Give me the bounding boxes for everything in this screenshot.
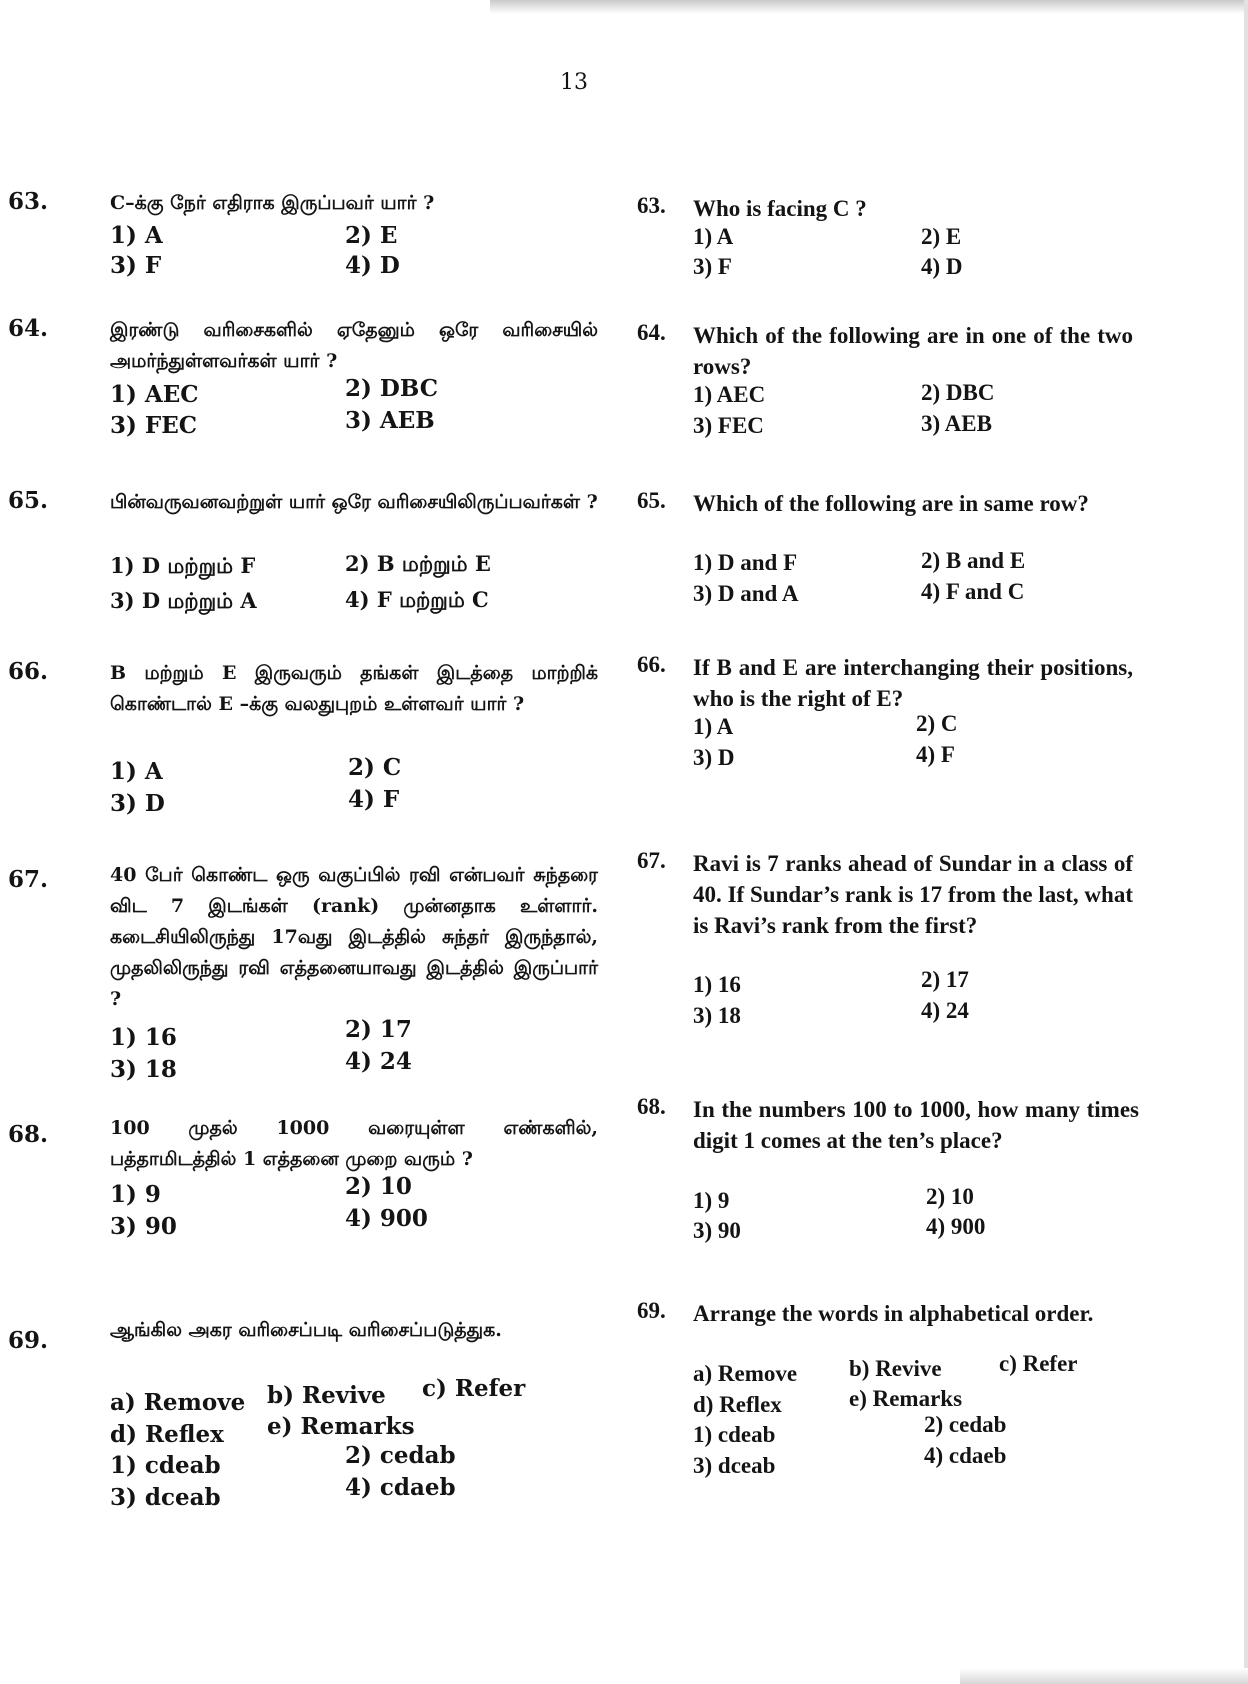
option-2: 2) C <box>916 711 958 736</box>
word-c: c) Refer <box>422 1375 526 1402</box>
option-1: 1) 9 <box>693 1188 730 1213</box>
question-stem: C–க்கு நேர் எதிராக இருப்பவர் யார் ? <box>110 192 435 214</box>
option-4: 4) 24 <box>345 1048 412 1075</box>
option-3: 3) D <box>110 790 165 817</box>
question-stem: Ravi is 7 ranks ahead of Sundar in a class of 40. If Sundar’s rank is 17 from the last, what is Ravi’s rank from the first? <box>693 851 1133 938</box>
option-2: 2) B and E <box>921 548 1026 573</box>
scan-edge-right <box>1244 0 1248 1684</box>
option-3: 3) 18 <box>110 1056 177 1083</box>
option-4: 4) 900 <box>345 1205 428 1232</box>
option-1: 1) 16 <box>110 1024 177 1051</box>
option-3: 3) 90 <box>693 1218 741 1243</box>
option-4: 4) F மற்றும் C <box>345 587 489 612</box>
option-4: 4) 24 <box>921 998 969 1023</box>
question-stem: ஆங்கில அகர வரிசைப்படி வரிசைப்படுத்துக. <box>110 1319 502 1341</box>
question-number: 65. <box>8 487 49 514</box>
word-c: c) Refer <box>999 1351 1078 1376</box>
option-1: 1) cdeab <box>693 1422 776 1447</box>
option-2: 2) 10 <box>926 1184 974 1209</box>
option-4: 4) F <box>916 742 955 767</box>
option-3: 3) FEC <box>110 412 198 439</box>
question-number: 67. <box>637 848 666 873</box>
option-4: 4) 900 <box>926 1214 986 1239</box>
option-1: 1) A <box>693 714 734 739</box>
option-2: 2) E <box>921 224 962 249</box>
option-2: 2) C <box>348 754 402 781</box>
option-1: 1) A <box>110 758 163 785</box>
option-1: 1) D and F <box>693 550 798 575</box>
option-4: 4) F and C <box>921 579 1025 604</box>
word-e: e) Remarks <box>267 1413 415 1440</box>
question-stem: 100 முதல் 1000 வரையுள்ள எண்களில், பத்தாமிடத்தில் 1 எத்தனை முறை வரும் ? <box>110 1117 598 1170</box>
word-a: a) Remove <box>693 1361 798 1386</box>
question-number: 69. <box>8 1327 49 1354</box>
question-number: 64. <box>8 315 49 342</box>
option-3: 3) D and A <box>693 581 799 606</box>
option-1: 1) 9 <box>110 1181 161 1208</box>
option-3: 3) 18 <box>693 1003 741 1028</box>
question-stem: In the numbers 100 to 1000, how many times digit 1 comes at the ten’s place? <box>693 1097 1139 1153</box>
option-4: 4) D <box>921 254 963 279</box>
question-number: 68. <box>637 1094 666 1119</box>
question-number: 65. <box>637 488 666 513</box>
option-2: 2) DBC <box>921 380 995 405</box>
option-3: 3) D <box>693 745 735 770</box>
question-number: 69. <box>637 1298 666 1323</box>
question-stem: இரண்டு வரிசைகளில் ஏதேனும் ஒரே வரிசையில் அமர்ந்துள்ளவர்கள் யார் ? <box>110 319 598 372</box>
option-4: 4) D <box>345 252 400 279</box>
word-d: d) Reflex <box>110 1421 224 1448</box>
option-1: 1) cdeab <box>110 1452 221 1479</box>
option-3: 3) F <box>693 254 732 279</box>
option-3: 3) dceab <box>693 1453 776 1478</box>
question-stem: Arrange the words in alphabetical order. <box>693 1301 1094 1326</box>
option-4: 4) cdaeb <box>924 1443 1007 1468</box>
question-stem: B மற்றும் E இருவரும் தங்கள் இடத்தை மாற்றிக் கொண்டால் E –க்கு வலதுபுறம் உள்ளவர் யார் ? <box>110 662 598 715</box>
option-2: 2) 17 <box>921 967 969 992</box>
option-3: 3) 90 <box>110 1213 177 1240</box>
option-2: 2) cedab <box>345 1442 456 1469</box>
question-number: 63. <box>637 193 666 218</box>
option-2: 2) E <box>345 222 398 249</box>
question-stem: If B and E are interchanging their positions, who is the right of E? <box>693 655 1133 711</box>
option-2: 2) 17 <box>345 1016 412 1043</box>
question-number: 66. <box>8 658 49 685</box>
question-stem: பின்வருவனவற்றுள் யார் ஒரே வரிசையிலிருப்பவர்கள் ? <box>110 491 598 513</box>
question-number: 63. <box>8 188 49 215</box>
question-stem: Which of the following are in same row? <box>693 491 1089 516</box>
option-3: 3) dceab <box>110 1484 221 1511</box>
question-stem: Which of the following are in one of the two rows? <box>693 323 1133 379</box>
option-3: 3) F <box>110 252 162 279</box>
word-e: e) Remarks <box>849 1386 963 1411</box>
question-number: 64. <box>637 320 666 345</box>
word-a: a) Remove <box>110 1389 246 1416</box>
question-number: 68. <box>8 1121 49 1148</box>
question-stem: 40 பேர் கொண்ட ஒரு வகுப்பில் ரவி என்பவர் சுந்தரை விட 7 இடங்கள் (rank) முன்னதாக உள்ளார். கடைசியிலிருந்து 17வது இடத்தில் சுந்தர் இருந்தால், முதலிலிருந்து ரவி எத்தனையாவது இடத்தில் இருப்பார் ? <box>110 864 598 1010</box>
word-b: b) Revive <box>849 1356 942 1381</box>
option-1: 1) A <box>110 222 163 249</box>
option-4: 4) F <box>348 786 400 813</box>
option-2: 2) cedab <box>924 1412 1007 1437</box>
option-1: 1) D மற்றும் F <box>110 553 256 578</box>
option-4: 4) cdaeb <box>345 1474 456 1501</box>
option-1: 1) A <box>693 224 734 249</box>
word-b: b) Revive <box>267 1382 386 1409</box>
option-3: 3) FEC <box>693 413 764 438</box>
option-4: 3) AEB <box>921 411 992 436</box>
question-number: 66. <box>637 652 666 677</box>
scan-edge-top <box>490 0 1248 14</box>
option-4: 3) AEB <box>345 407 435 434</box>
option-2: 2) 10 <box>345 1173 412 1200</box>
option-3: 3) D மற்றும் A <box>110 588 257 613</box>
option-2: 2) DBC <box>345 375 439 402</box>
question-number: 67. <box>8 866 49 893</box>
option-2: 2) B மற்றும் E <box>345 551 491 576</box>
scan-edge-bottom <box>960 1668 1248 1684</box>
page-number: 13 <box>560 70 588 95</box>
option-1: 1) 16 <box>693 972 741 997</box>
option-1: 1) AEC <box>110 381 199 408</box>
word-d: d) Reflex <box>693 1392 782 1417</box>
option-1: 1) AEC <box>693 382 766 407</box>
question-stem: Who is facing C ? <box>693 196 867 221</box>
